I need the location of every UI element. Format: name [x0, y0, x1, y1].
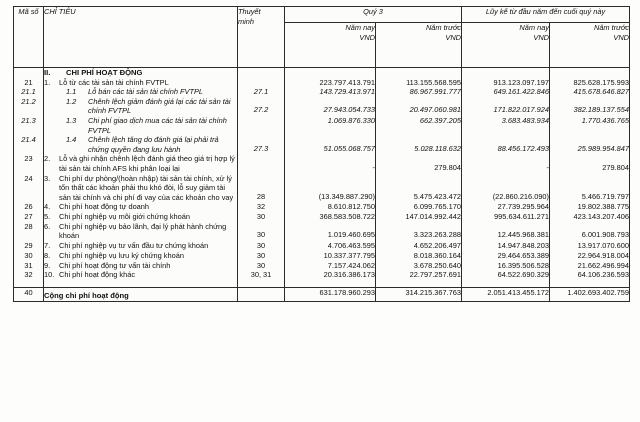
table-row: [14, 261, 630, 271]
row-value-q-prior: 3.323.263.288: [376, 222, 462, 241]
total-value-q-current: 631.178.960.293: [285, 288, 376, 302]
row-index: 6.: [44, 221, 51, 231]
row-code: 21.4: [14, 135, 44, 154]
row-value-q-current: 143.729.413.971: [285, 87, 376, 97]
row-value-cum-current: 995.634.611.271: [462, 212, 550, 222]
row-code: 26: [14, 202, 44, 212]
row-indicator: [44, 261, 238, 271]
row-value-q-current: 223.797.413.791: [285, 78, 376, 88]
row-value-cum-prior: 423.143.207.406: [550, 212, 630, 222]
row-index: 5.: [44, 211, 51, 221]
row-label: Chi phí hoạt động tư vấn tài chính: [59, 260, 171, 270]
row-indicator: [44, 154, 238, 173]
row-label: Chi phí nghiệp vụ tư vấn đầu tư chứng khoán: [59, 240, 209, 250]
row-note: 30: [238, 222, 285, 241]
row-code: 21.2: [14, 97, 44, 116]
row-value-cum-prior: 279.804: [550, 154, 630, 173]
table-body: [14, 68, 630, 302]
row-value-q-prior: 5.475.423.472: [376, 174, 462, 203]
row-value-q-current: 1.019.460.695: [285, 222, 376, 241]
header-sub-currency: VND: [613, 32, 630, 42]
row-index: 3.: [44, 173, 51, 183]
row-value-q-prior: 20.497.060.981: [376, 97, 462, 116]
row-value-q-prior: [376, 68, 462, 78]
row-value-cum-prior: 415.678.646.827: [550, 87, 630, 97]
row-value-q-prior: 279.804: [376, 154, 462, 173]
row-note: 30: [238, 241, 285, 252]
row-value-cum-prior: 25.989.954.847: [550, 135, 630, 154]
row-value-q-current: 4.706.463.595: [285, 241, 376, 252]
header-sub-cumulative-current: [462, 23, 550, 68]
header-sub-quarter-current: [285, 23, 376, 68]
row-note: [238, 78, 285, 88]
total-row: [14, 288, 630, 302]
row-value-cum-prior: 13.917.070.600: [550, 241, 630, 252]
header-note-cell: Thuyết minh: [238, 7, 285, 68]
row-label: Chênh lệch tăng do đánh giá lại phải trả chứng quyền đang lưu hành: [88, 135, 219, 154]
row-value-q-prior: 22.797.257.691: [376, 270, 462, 280]
spacer-cell: [238, 280, 285, 288]
table-row: [14, 222, 630, 241]
row-value-cum-prior: 1.770.436.765: [550, 116, 630, 135]
row-indicator: [44, 87, 238, 97]
table-row: [14, 97, 630, 116]
row-note: 27.3: [238, 135, 285, 154]
total-note: [238, 288, 285, 302]
row-code: 21: [14, 78, 44, 88]
row-code: 29: [14, 241, 44, 252]
row-value-q-current: 20.316.386.173: [285, 270, 376, 280]
table-row: [14, 174, 630, 203]
header-sub-currency: VND: [445, 32, 461, 42]
header-group-row: [14, 7, 630, 23]
header-sub-currency: VND: [359, 32, 375, 42]
row-label: Chi phí hoạt động tự doanh: [59, 202, 150, 212]
row-label: Lỗ bán các tài sản tài chính FVTPL: [88, 87, 204, 97]
row-index: 2.: [44, 154, 51, 164]
table-row: [14, 135, 630, 154]
row-value-q-current: 27.943.054.733: [285, 97, 376, 116]
section-heading: [44, 68, 238, 78]
header-group-quarter: Quý 3: [285, 7, 462, 23]
table-row: [14, 202, 630, 212]
row-value-q-current: 1.069.876.330: [285, 116, 376, 135]
header-sub-label: Năm trước: [425, 23, 461, 32]
row-value-q-prior: 3.678.250.640: [376, 261, 462, 271]
row-note: [238, 68, 285, 78]
total-value-cum-prior: 1.402.693.402.759: [550, 288, 630, 302]
row-index: 1.1: [66, 87, 77, 97]
row-code: 24: [14, 174, 44, 203]
row-code: 28: [14, 222, 44, 241]
row-value-cum-prior: [550, 68, 630, 78]
row-indicator: [44, 116, 238, 135]
row-value-cum-current: [462, 68, 550, 78]
row-value-cum-prior: 22.964.918.004: [550, 251, 630, 261]
header-sub-currency: VND: [533, 32, 549, 42]
row-value-cum-current: 29.464.653.389: [462, 251, 550, 261]
row-indicator: [44, 241, 238, 252]
spacer-cell: [550, 280, 630, 288]
row-label: Lỗ từ các tài sản tài chính FVTPL: [59, 77, 169, 87]
spacer-cell: [285, 280, 376, 288]
row-code: 21.3: [14, 116, 44, 135]
spacer-cell: [44, 280, 238, 288]
row-value-q-current: 51.055.068.757: [285, 135, 376, 154]
row-value-cum-current: 64.522.690.329: [462, 270, 550, 280]
row-index: 1.: [44, 77, 51, 87]
row-label: Lỗ và ghi nhận chênh lệch đánh giá theo giá trị hợp lý tài sản tài chính AFS khi phân loại lại: [59, 154, 235, 173]
table-row: [14, 87, 630, 97]
row-value-cum-current: 88.456.172.493: [462, 135, 550, 154]
row-value-q-prior: 113.155.568.595: [376, 78, 462, 88]
row-value-q-current: 8.610.812.750: [285, 202, 376, 212]
row-value-q-prior: 86.967.991.777: [376, 87, 462, 97]
row-value-cum-current: 913.123.097.197: [462, 78, 550, 88]
header-sub-label: Năm trước: [593, 23, 630, 32]
row-code: [14, 68, 44, 78]
row-indicator: [44, 212, 238, 222]
row-value-q-current: -: [285, 154, 376, 173]
section-heading-row: [14, 68, 630, 78]
row-value-cum-current: 649.161.422.846: [462, 87, 550, 97]
row-value-q-current: 7.157.424.062: [285, 261, 376, 271]
row-index: 4.: [44, 202, 51, 212]
section-title: CHI PHÍ HOẠT ĐỘNG: [66, 68, 143, 77]
row-index: 1.3: [66, 115, 77, 125]
row-indicator: [44, 78, 238, 88]
row-note: 30: [238, 261, 285, 271]
row-value-q-prior: 4.652.206.497: [376, 241, 462, 252]
operating-expenses-table: [13, 6, 630, 302]
row-value-cum-prior: 382.189.137.554: [550, 97, 630, 116]
row-index: 1.2: [66, 96, 77, 106]
row-value-cum-prior: 6.001.908.793: [550, 222, 630, 241]
row-value-cum-current: 14.947.848.203: [462, 241, 550, 252]
row-code: 32: [14, 270, 44, 280]
table-row: [14, 212, 630, 222]
table-row: [14, 251, 630, 261]
row-note: 27.1: [238, 87, 285, 97]
table-row: [14, 78, 630, 88]
row-note: 30: [238, 251, 285, 261]
row-indicator: [44, 202, 238, 212]
row-note: [238, 116, 285, 135]
row-value-cum-prior: 21.662.496.994: [550, 261, 630, 271]
row-index: 7.: [44, 240, 51, 250]
table-row: [14, 241, 630, 252]
total-code: 40: [14, 288, 44, 302]
row-value-q-prior: 147.014.992.442: [376, 212, 462, 222]
row-value-cum-prior: 825.628.175.993: [550, 78, 630, 88]
section-numeral: II.: [44, 68, 51, 77]
row-value-q-current: 368.583.508.722: [285, 212, 376, 222]
row-value-q-prior: 6.099.765.170: [376, 202, 462, 212]
header-sub-cumulative-prior: [550, 23, 630, 68]
row-note: 28: [238, 174, 285, 203]
row-value-q-current: 10.337.377.795: [285, 251, 376, 261]
row-indicator: [44, 270, 238, 280]
row-value-q-current: (13.349.887.290): [285, 174, 376, 203]
row-code: 31: [14, 261, 44, 271]
row-value-q-prior: 662.397.205: [376, 116, 462, 135]
header-indicator-cell: CHỈ TIÊU: [44, 7, 238, 68]
row-value-cum-current: 3.683.483.934: [462, 116, 550, 135]
row-value-cum-current: 16.395.506.528: [462, 261, 550, 271]
row-indicator: [44, 174, 238, 203]
header-sub-quarter-prior: [376, 23, 462, 68]
row-code: 27: [14, 212, 44, 222]
row-value-cum-current: 12.445.968.381: [462, 222, 550, 241]
row-label: Chi phí nghiệp vụ môi giới chứng khoán: [59, 211, 190, 221]
row-code: 23: [14, 154, 44, 173]
row-indicator: [44, 97, 238, 116]
table-row: [14, 154, 630, 173]
row-value-cum-prior: 5.466.719.797: [550, 174, 630, 203]
row-index: 8.: [44, 251, 51, 261]
row-value-cum-prior: 64.106.236.593: [550, 270, 630, 280]
header-sub-label: Năm nay: [345, 23, 375, 32]
row-indicator: [44, 222, 238, 241]
row-label: Chi phí nghiệp vụ bảo lãnh, đại lý phát hành chứng khoán: [59, 221, 227, 241]
row-index: 9.: [44, 260, 51, 270]
row-label: Chi phí hoạt động khác: [59, 270, 136, 280]
row-label: Chi phí nghiệp vụ lưu ký chứng khoán: [59, 251, 184, 261]
row-value-q-current: [285, 68, 376, 78]
row-note: 30, 31: [238, 270, 285, 280]
header-group-cumulative: Lũy kế từ đầu năm đến cuối quý này: [462, 7, 630, 23]
table-row: [14, 270, 630, 280]
row-label: Chi phí giao dịch mua các tài sản tài chính FVTPL: [88, 115, 227, 135]
row-value-q-prior: 8.018.360.164: [376, 251, 462, 261]
row-note: [238, 154, 285, 173]
total-label: Cộng chi phí hoạt động: [44, 288, 238, 302]
spacer-cell: [462, 280, 550, 288]
spacer-cell: [376, 280, 462, 288]
row-index: 1.4: [66, 135, 77, 145]
row-indicator: [44, 251, 238, 261]
header-sub-label: Năm nay: [519, 23, 549, 32]
row-note: 32: [238, 202, 285, 212]
row-index: 10.: [44, 270, 55, 280]
row-value-cum-prior: 19.802.388.775: [550, 202, 630, 212]
row-value-cum-current: (22.860.216.090): [462, 174, 550, 203]
row-value-cum-current: -: [462, 154, 550, 173]
table-row: [14, 116, 630, 135]
header-code-cell: Mã số: [14, 7, 44, 68]
total-value-q-prior: 314.215.367.763: [376, 288, 462, 302]
row-label: Chênh lệch giảm đánh giá lại các tài sản tài chính FVTPL: [88, 96, 231, 116]
row-indicator: [44, 135, 238, 154]
table-header: [14, 7, 630, 68]
row-value-q-prior: 5.028.118.632: [376, 135, 462, 154]
row-note: 27.2: [238, 97, 285, 116]
spacer-row: [14, 280, 630, 288]
row-value-cum-current: 171.822.017.924: [462, 97, 550, 116]
row-label: Chi phí dự phòng/(hoàn nhập) tài sản tài chính, xử lý tổn thất các khoản phải thu khó đòi, lỗ suy giảm tài sản tài chính và chi phí đi vay của các khoản cho vay: [59, 173, 234, 202]
row-value-cum-current: 27.739.295.964: [462, 202, 550, 212]
row-code: 21.1: [14, 87, 44, 97]
row-note: 30: [238, 212, 285, 222]
spacer-cell: [14, 280, 44, 288]
row-code: 30: [14, 251, 44, 261]
total-value-cum-current: 2.051.413.455.172: [462, 288, 550, 302]
